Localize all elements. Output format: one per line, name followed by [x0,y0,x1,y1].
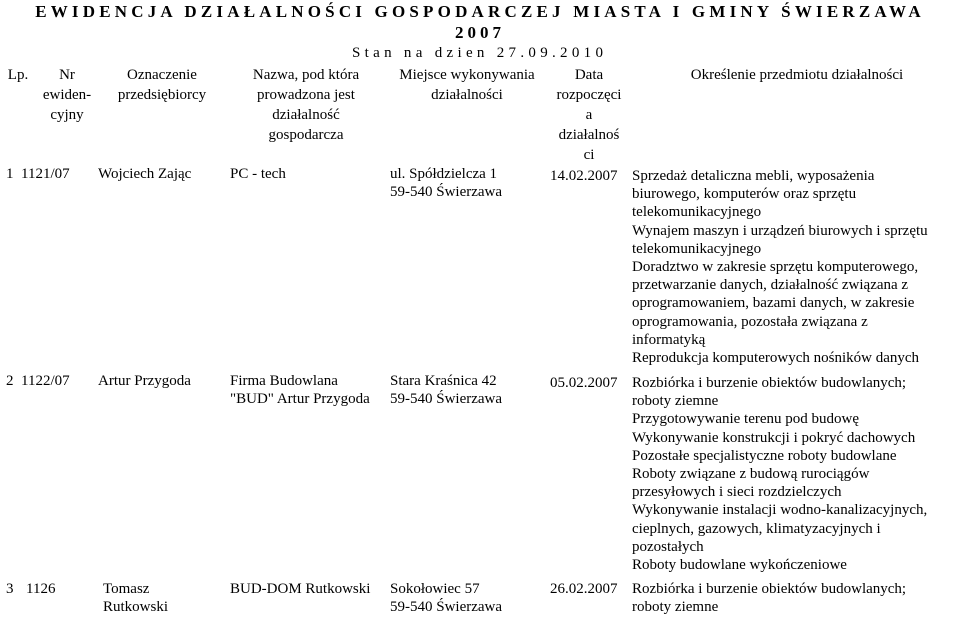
row-2-nr: 1122/07 [21,373,70,389]
row-2-nazwa: Firma Budowlana "BUD" Artur Przygoda [230,373,370,408]
row-1-przedsiebiorca: Wojciech Zając [98,166,192,182]
row-3-nazwa: BUD-DOM Rutkowski [230,581,371,597]
row-3-data: 26.02.2007 [550,581,618,597]
row-2-przedmiot: Rozbiórka i burzenie obiektów budowlanych; roboty ziemne Przygotowywanie terenu pod budowę Wykonywanie konstrukcji i pokryć dachowych Pozostałe specjalistyczne roboty budowlane Roboty związane z budową rurociągów przesyłowych i sieci rozdzielczych Wykonywanie instalacji wodno-kanalizacyjnych, cieplnych, gazowych, klimatyzacyjnych i pozostałych Roboty budowlane wykończeniowe [632,375,928,574]
row-1-lp: 1 [6,166,14,182]
row-1-miejsce: ul. Spółdzielcza 1 59-540 Świerzawa [390,166,503,201]
document-title: EWIDENCJA DZIAŁALNOŚCI GOSPODARCZEJ MIASTA I GMINY ŚWIERZAWA [35,2,925,21]
row-2-przedsiebiorca: Artur Przygoda [98,373,191,389]
col-header-nazwa: Nazwa, pod która prowadzona jest działalność gospodarcza [252,67,360,143]
row-3-miejsce: Sokołowiec 57 59-540 Świerzawa [390,581,503,616]
col-header-lp: Lp. [7,67,29,83]
row-2-miejsce: Stara Kraśnica 42 59-540 Świerzawa [390,373,503,408]
col-header-nr: Nr ewiden- cyjny [42,67,92,123]
row-3-lp: 3 [6,581,14,597]
row-3-przedsiebiorca: Tomasz Rutkowski [103,581,169,616]
col-header-data: Data rozpoczęci a działalnoś ci [556,67,622,163]
row-3-nr: 1126 [26,581,56,597]
row-1-przedmiot: Sprzedaż detaliczna mebli, wyposażenia biurowego, komputerów oraz sprzętu telekomunikacyjnego Wynajem maszyn i urządzeń biurowych i sprzętu telekomunikacyjnego Doradztwo w zakresie sprzętu komputerowego, przetwarzanie danych, działalność związana z oprogramowaniem, bazami danych, w zakresie oprogramowania, pozostała związana z informatyką Reprodukcja komputerowych nośników danych [632,168,928,367]
col-header-miejsce: Miejsce wykonywania działalności [399,67,535,103]
row-3-przedmiot: Rozbiórka i burzenie obiektów budowlanych; roboty ziemne [632,581,907,616]
row-2-data: 05.02.2007 [550,375,618,391]
row-1-nazwa: PC - tech [230,166,286,182]
row-2-lp: 2 [6,373,14,389]
row-1-data: 14.02.2007 [550,168,618,184]
row-1-nr: 1121/07 [21,166,70,182]
document-year: 2007 [455,23,505,42]
state-date: Stan na dzien 27.09.2010 [352,45,608,61]
col-header-okreslenie: Określenie przedmiotu działalności [690,67,904,83]
col-header-oznaczenie: Oznaczenie przedsiębiorcy [117,67,207,103]
